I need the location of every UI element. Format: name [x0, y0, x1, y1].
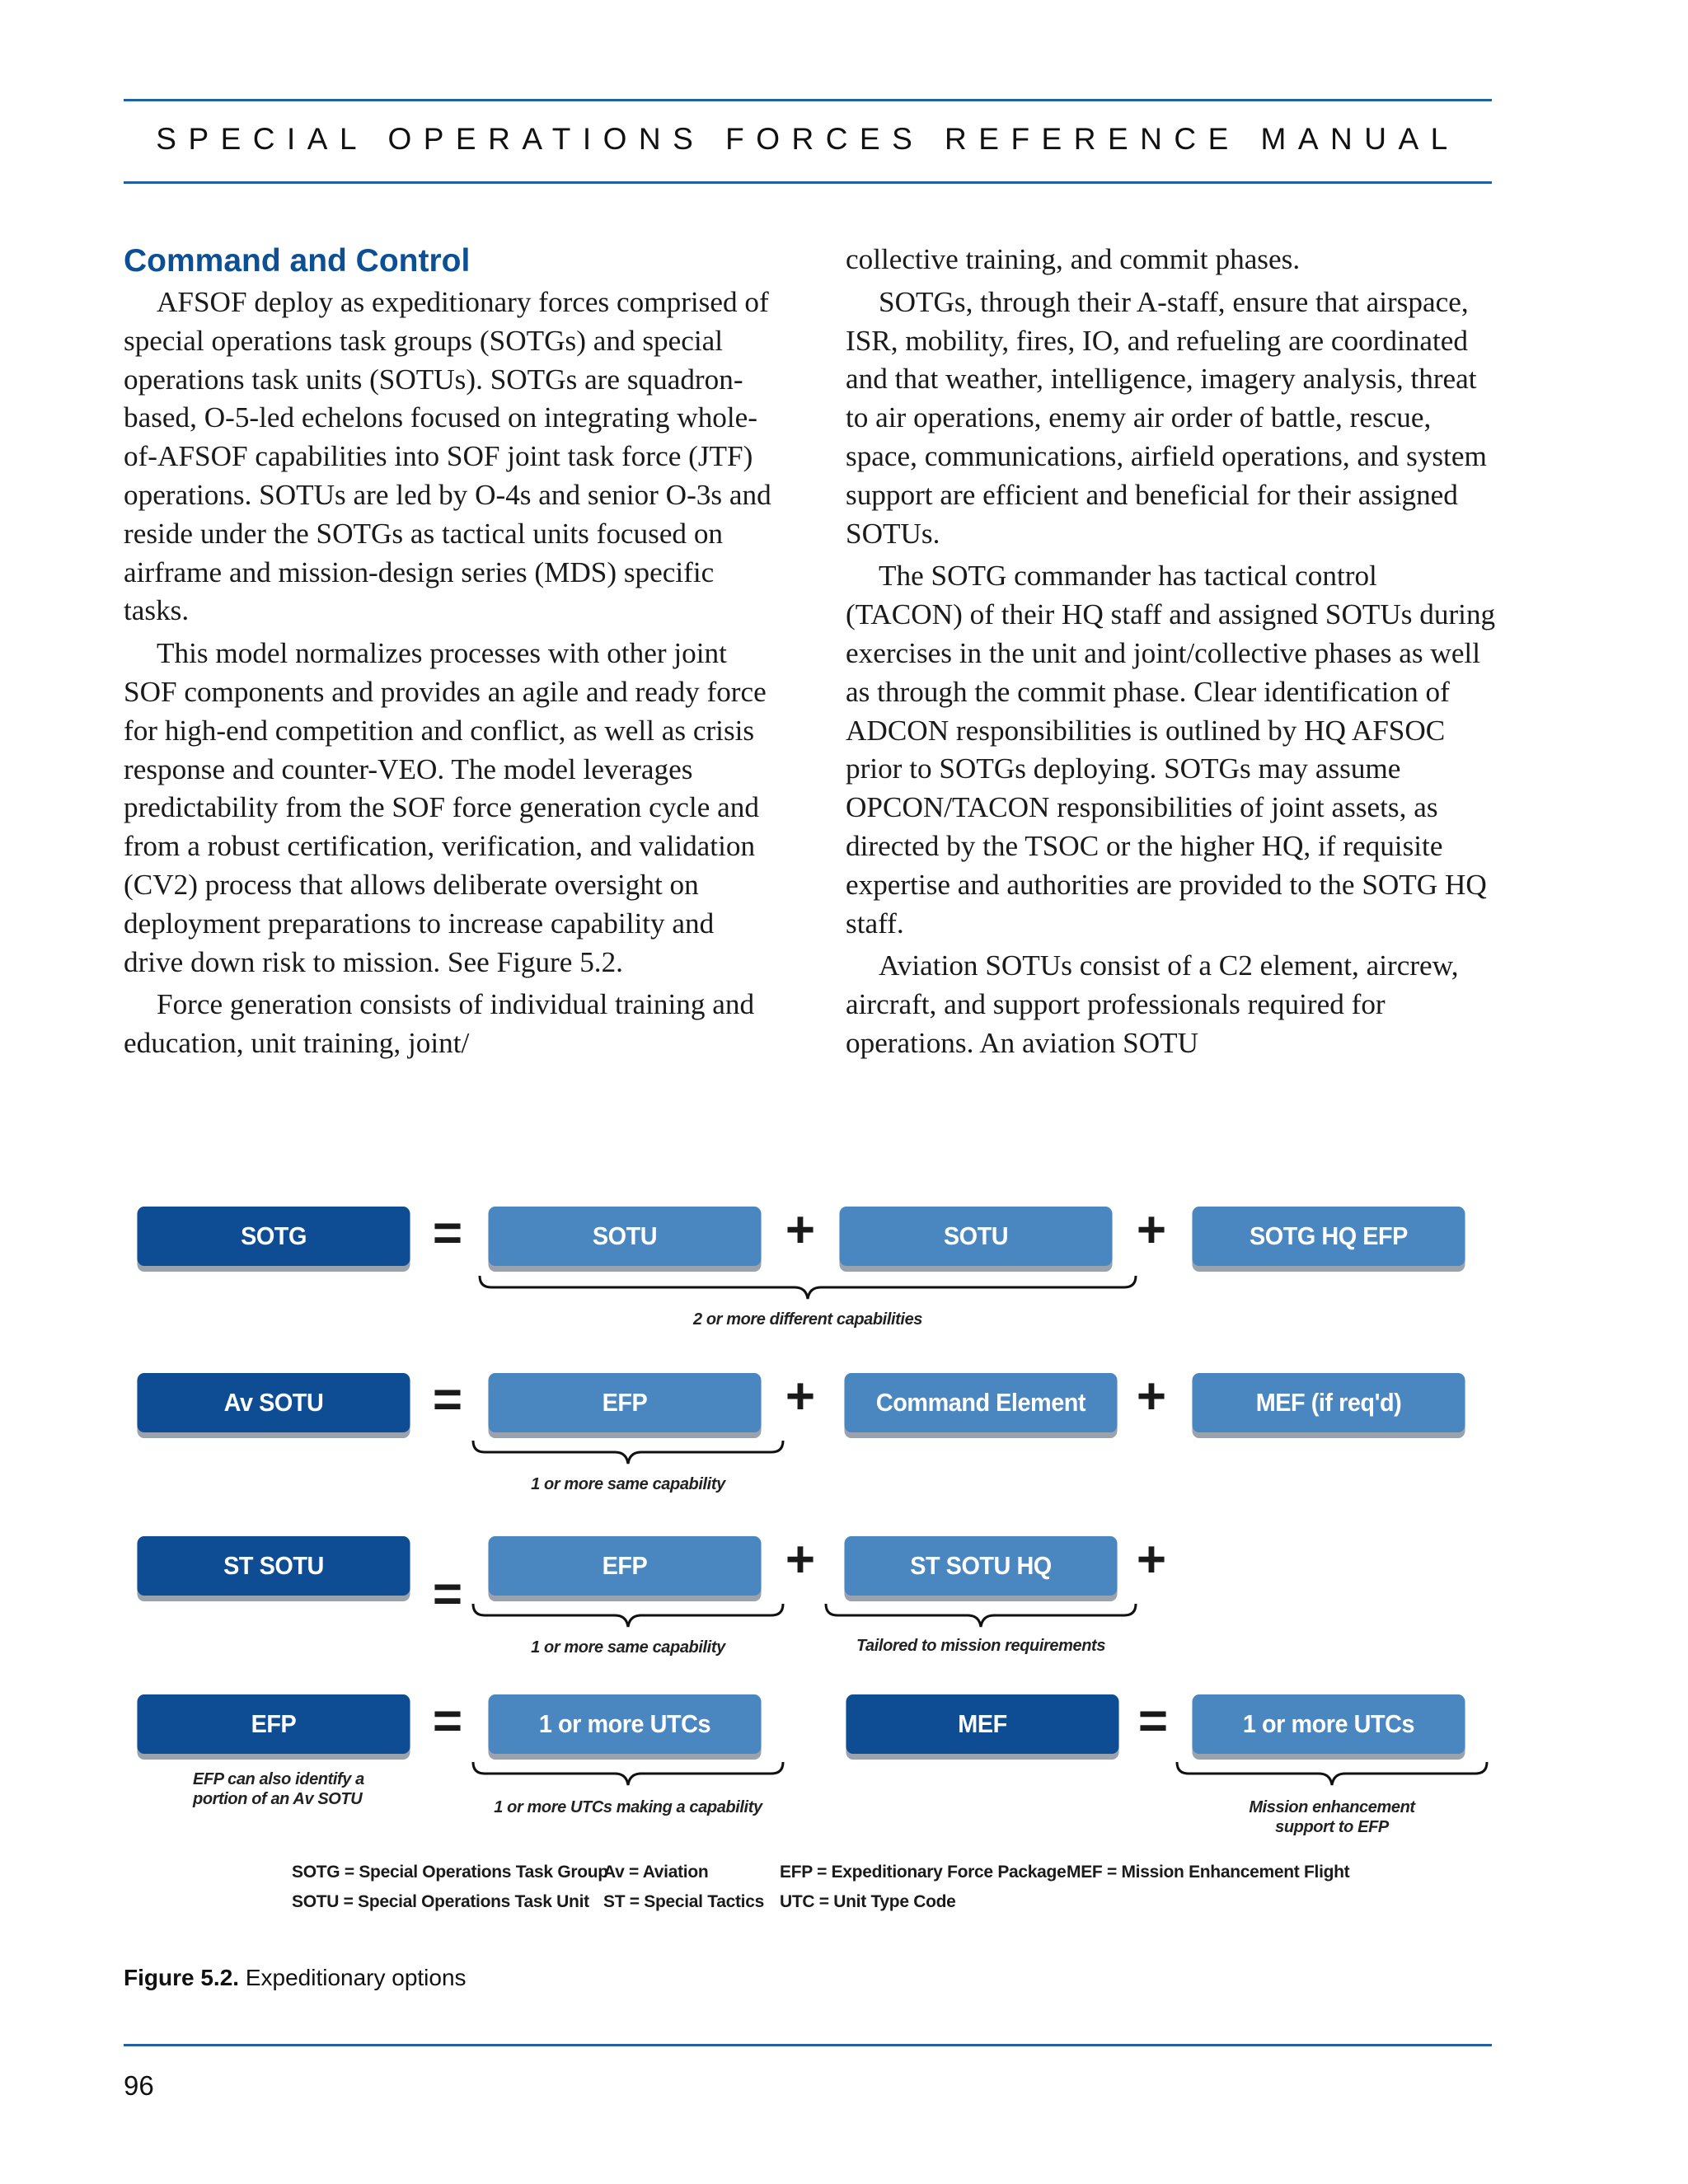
efp-note: EFP can also identify a [193, 1770, 364, 1788]
equals-sign: = [432, 1371, 463, 1428]
page-number: 96 [124, 2070, 154, 2101]
paragraph: The SOTG commander has tactical control (TACON) of their HQ staff and assigned SOTUs during exercises in the unit and joint/collective phases as well as through the commit phase. Clear identification of ADCON responsibilities is outlined by HQ AFSOC prior to SOTGs deploying. SOTGs may assume OPCON/TACON responsibilities of joint assets, as directed by the TSOC or the higher HQ, if requisite expertise and authorities are provided to the SOTG HQ staff. [846, 560, 1496, 940]
equals-sign: = [432, 1205, 463, 1262]
legend-item: EFP = Expeditionary Force Package [780, 1863, 1067, 1882]
legend-item: ST = Special Tactics [603, 1892, 764, 1911]
brace [471, 1602, 785, 1635]
brace-caption: Mission enhancement [1249, 1798, 1415, 1816]
legend-item: SOTU = Special Operations Task Unit [292, 1892, 589, 1911]
efp-box: EFP [488, 1536, 761, 1596]
expeditionary-options-diagram [124, 1195, 1492, 1937]
footer-rule [124, 2044, 1492, 2046]
plus-sign: + [785, 1202, 816, 1258]
running-header: SPECIAL OPERATIONS FORCES REFERENCE MANUAL [156, 122, 1460, 156]
sotg-hq-efp-box: SOTG HQ EFP [1192, 1207, 1465, 1266]
figure-caption [124, 1965, 467, 1991]
right-column [846, 241, 1497, 1067]
plus-sign: + [1136, 1531, 1167, 1588]
mef-box: MEF [846, 1694, 1118, 1754]
mef-if-reqd-box: MEF (if req'd) [1192, 1373, 1465, 1432]
figure-title: Expeditionary options [245, 1965, 467, 1990]
brace [824, 1602, 1137, 1635]
paragraph: This model normalizes processes with other joint SOF components and provides an agile and ready force for high-end competition and conflict, as well as crisis response and counter-VEO. The model leverages predictability from the SOF force generation cycle and from a robust certification, verification, and validation (CV2) process that allows deliberate oversight on deployment preparations to increase capability and drive down risk to mission. See Figure 5.2. [124, 637, 767, 978]
paragraph: Aviation SOTUs consist of a C2 element, aircrew, aircraft, and support professionals required for operations. An aviation SOTU [846, 949, 1459, 1059]
brace [471, 1760, 785, 1793]
sotg-box: SOTG [137, 1207, 410, 1266]
section-title: Command and Control [124, 243, 471, 279]
equals-sign: = [432, 1566, 463, 1623]
paragraph: AFSOF deploy as expeditionary forces comprised of special operations task groups (SOTGs) and special operations task units (SOTUs). SOTGs are squadron-based, O-5-led echelons focused on integrating whole-of-AFSOF capabilities into SOF joint task force (JTF) operations. SOTUs are led by O-4s and senior O-3s and reside under the SOTGs as tactical units focused on airframe and mission-design series (MDS) specific tasks. [124, 286, 771, 627]
legend-item: Av = Aviation [603, 1863, 709, 1882]
brace-caption: 1 or more same capability [531, 1475, 725, 1493]
paragraph: collective training, and commit phases. [846, 243, 1301, 275]
brace-caption: 1 or more same capability [531, 1638, 725, 1657]
sotu-box: SOTU [488, 1207, 761, 1266]
header-rule [124, 181, 1492, 184]
legend-item: MEF = Mission Enhancement Flight [1067, 1863, 1350, 1882]
equals-sign: = [1137, 1693, 1169, 1750]
plus-sign: + [1136, 1368, 1167, 1425]
st-sotu-box: ST SOTU [137, 1536, 410, 1596]
sotu-box: SOTU [839, 1207, 1112, 1266]
efp-note: portion of an Av SOTU [193, 1790, 363, 1808]
plus-sign: + [1136, 1202, 1167, 1258]
plus-sign: + [785, 1531, 816, 1588]
efp-box: EFP [137, 1694, 410, 1754]
brace-caption: 1 or more UTCs making a capability [494, 1798, 762, 1816]
legend-item: UTC = Unit Type Code [780, 1892, 956, 1911]
st-sotu-hq-box: ST SOTU HQ [844, 1536, 1117, 1596]
brace-caption: Tailored to mission requirements [856, 1637, 1106, 1655]
brace-caption: 2 or more different capabilities [692, 1310, 923, 1329]
legend-item: SOTG = Special Operations Task Group [292, 1863, 608, 1882]
utcs-box: 1 or more UTCs [488, 1694, 761, 1754]
command-element-box: Command Element [844, 1373, 1117, 1432]
brace-caption: support to EFP [1275, 1818, 1389, 1836]
paragraph: SOTGs, through their A-staff, ensure that airspace, ISR, mobility, fires, IO, and refueling are coordinated and that weather, intelligence, imagery analysis, threat to air operations, enemy air order of battle, rescue, space, communications, airfield operations, and system support are efficient and beneficial for their assigned SOTUs. [846, 285, 1487, 550]
left-column [124, 241, 775, 1067]
av-sotu-box: Av SOTU [137, 1373, 410, 1432]
paragraph: Force generation consists of individual training and education, unit training, joint/ [124, 988, 755, 1060]
equals-sign: = [432, 1693, 463, 1750]
brace [1175, 1760, 1489, 1793]
efp-box: EFP [488, 1373, 761, 1432]
brace [471, 1439, 785, 1472]
brace [478, 1274, 1137, 1307]
figure-label: Figure 5.2. [124, 1965, 240, 1990]
top-rule [124, 99, 1492, 101]
plus-sign: + [785, 1368, 816, 1425]
utcs-box: 1 or more UTCs [1192, 1694, 1465, 1754]
